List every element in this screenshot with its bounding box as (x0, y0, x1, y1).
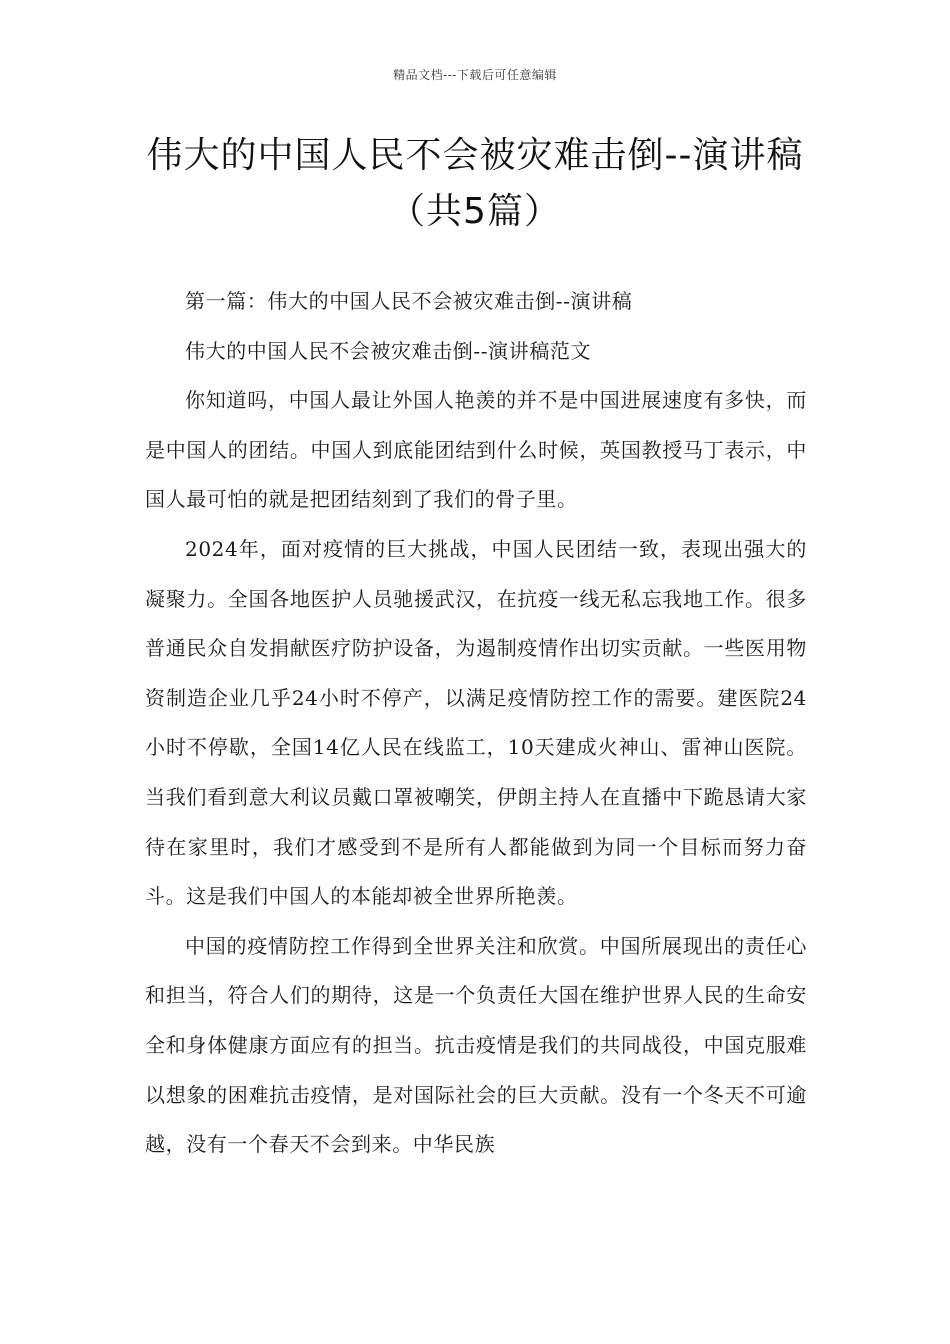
body-paragraph: 你知道吗，中国人最让外国人艳羡的并不是中国进展速度有多快，而是中国人的团结。中国人到底能团结到什么时候，英国教授马丁表示，中国人最可怕的就是把团结刻到了我们的骨子里。 (145, 388, 807, 512)
body-paragraph: 2024年，面对疫情的巨大挑战，中国人民团结一致，表现出强大的凝聚力。全国各地医护人员驰援武汉，在抗疫一线无私忘我地工作。很多普通民众自发捐献医疗防护设备，为遏制疫情作出切实贡献。一些医用物资制造企业几乎24小时不停产，以满足疫情防控工作的需要。建医院24小时不停歇，全国14亿人民在线监工，10天建成火神山、雷神山医院。当我们看到意大利议员戴口罩被嘲笑，伊朗主持人在直播中下跪恳请大家待在家里时，我们才感受到不是所有人都能做到为同一个目标而努力奋斗。这是我们中国人的本能却被全世界所艳羡。 (145, 536, 807, 909)
body-paragraph: 中国的疫情防控工作得到全世界关注和欣赏。中国所展现出的责任心和担当，符合人们的期待，这是一个负责任大国在维护世界人民的生命安全和身体健康方面应有的担当。抗击疫情是我们的共同战役，中国克服难以想象的困难抗击疫情，是对国际社会的巨大贡献。没有一个冬天不可逾越，没有一个春天不会到来。中华民族 (145, 933, 807, 1157)
document-title: 伟大的中国人民不会被灾难击倒--演讲稿（共5篇） (146, 135, 804, 232)
speech-subtitle: 伟大的中国人民不会被灾难击倒--演讲稿范文 (185, 338, 592, 363)
document-body (145, 277, 807, 1170)
header-note: 精品文档---下载后可任意编辑 (393, 68, 557, 82)
section-heading: 第一篇：伟大的中国人民不会被灾难击倒--演讲稿 (185, 289, 633, 313)
